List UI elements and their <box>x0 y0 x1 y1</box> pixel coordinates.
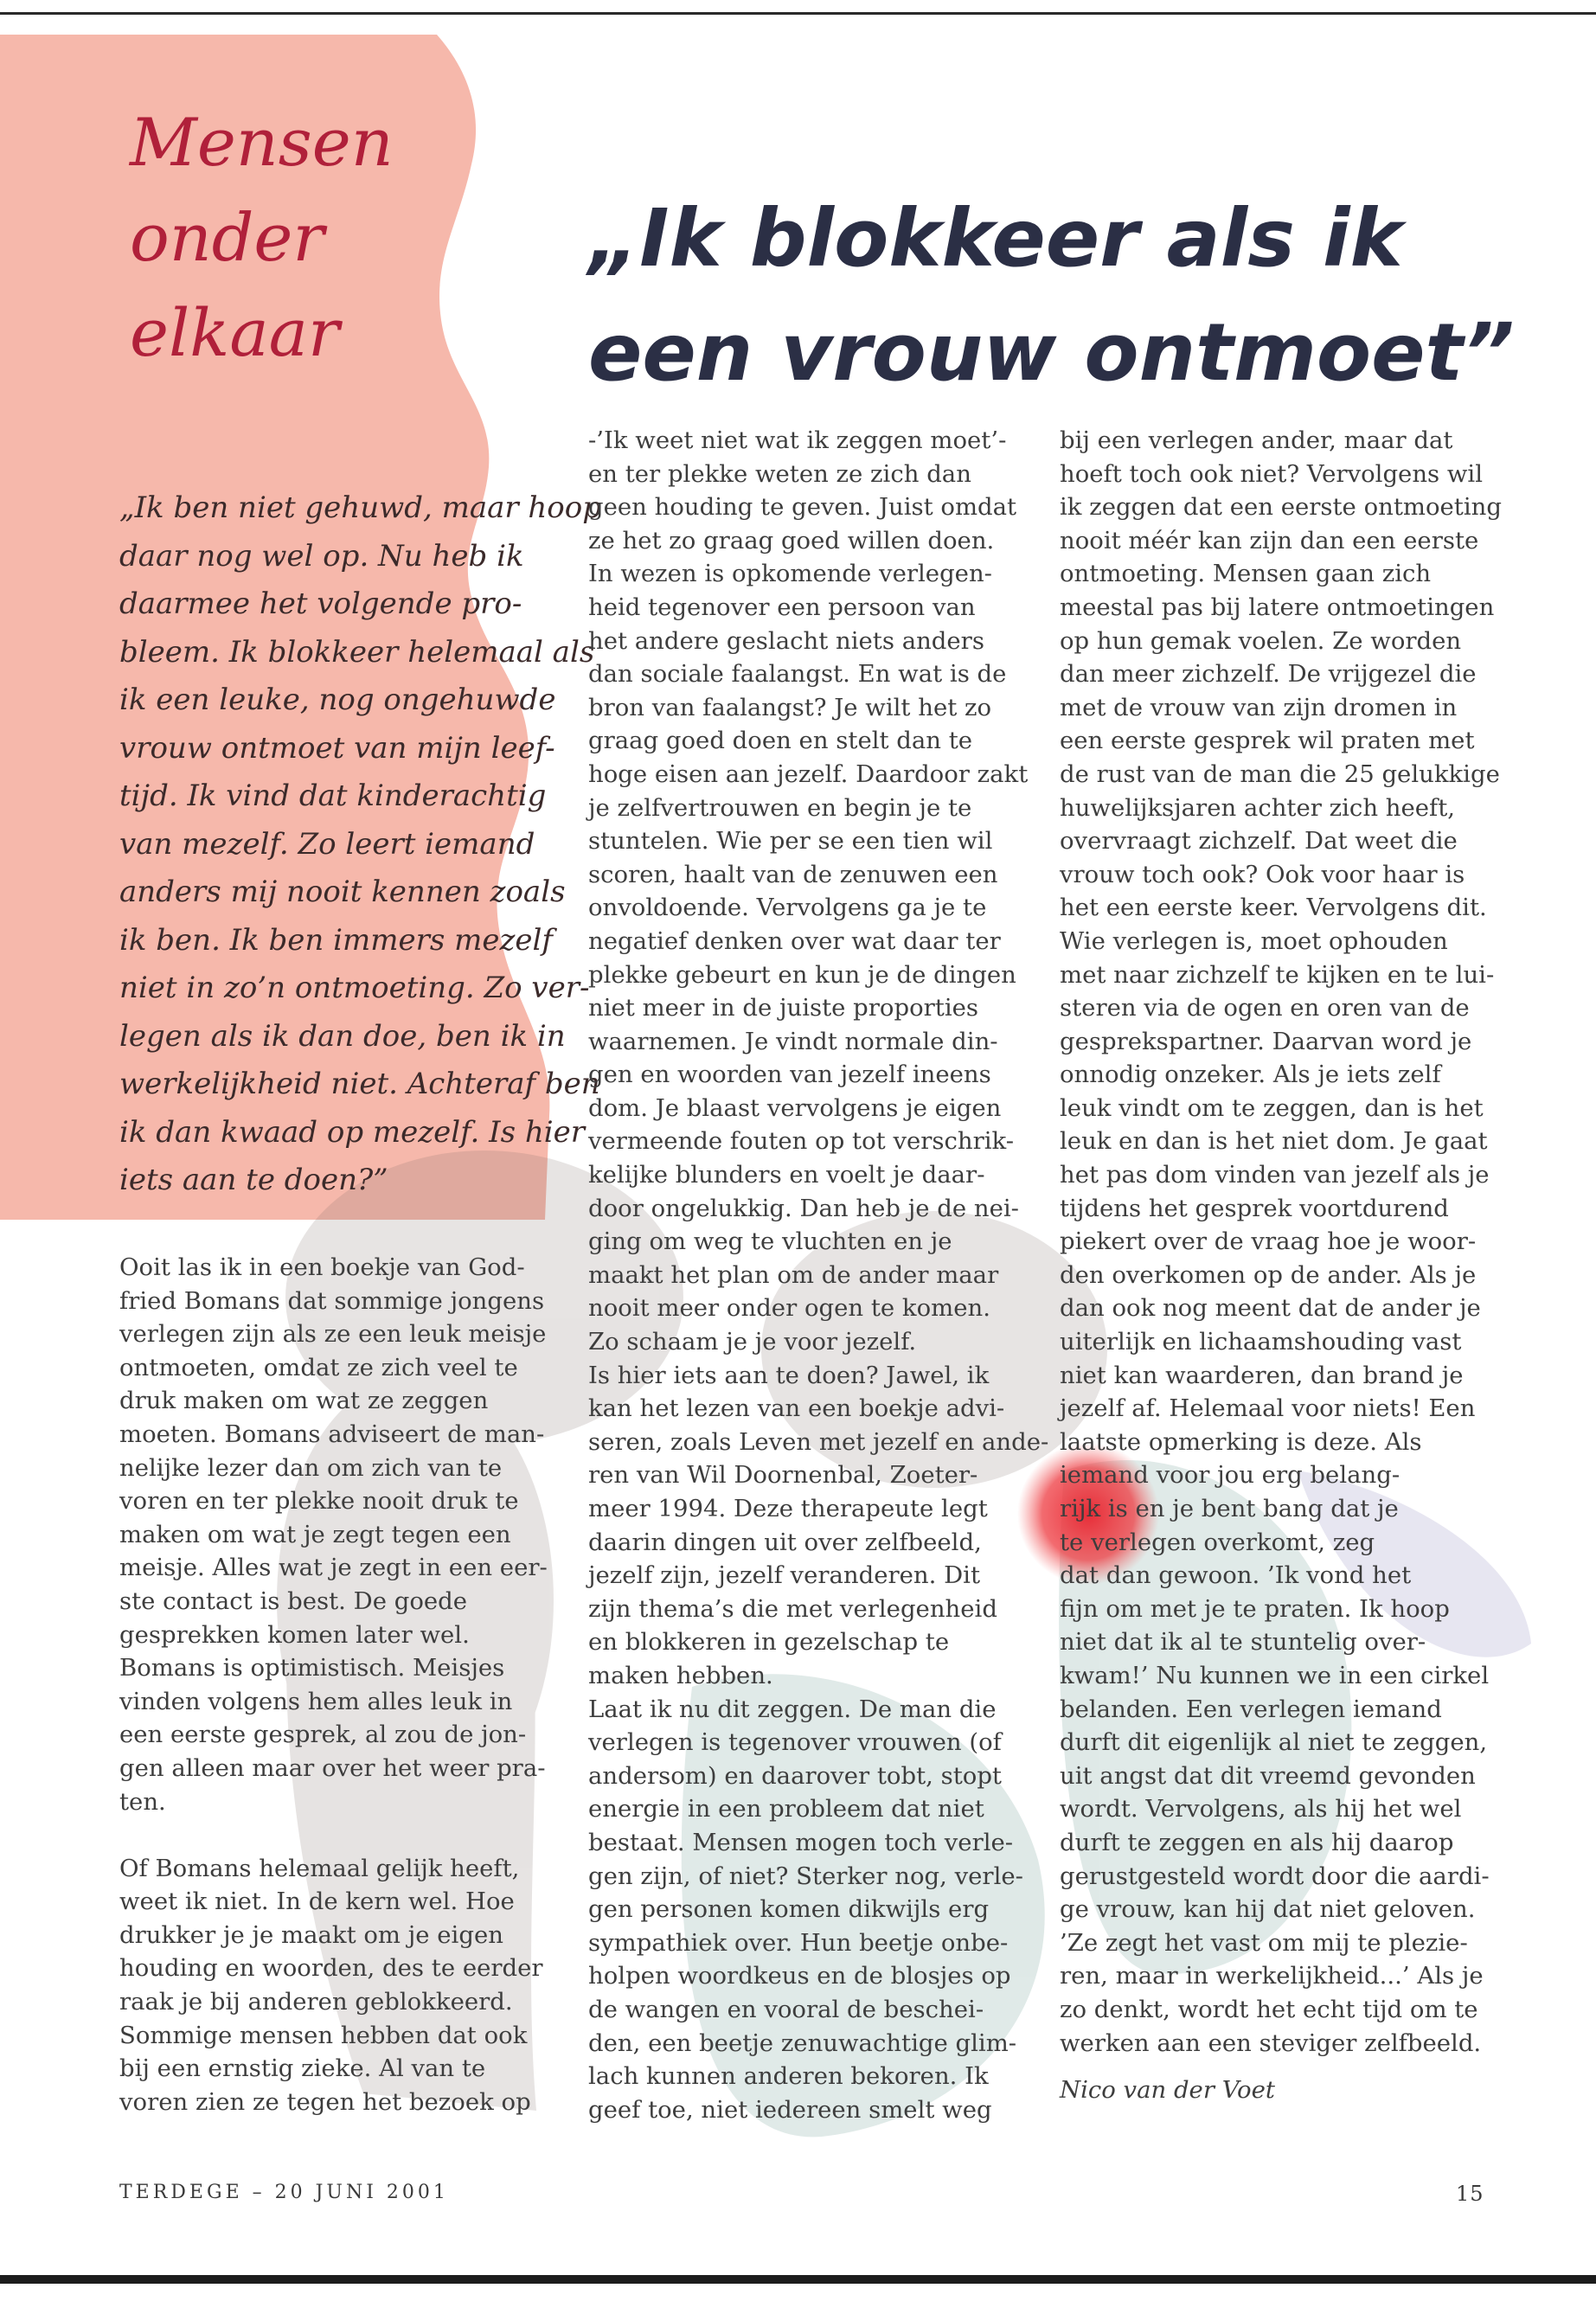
text-line: een eerste gesprek wil praten met <box>1060 727 1475 755</box>
text-line: Sommige mensen hebben dat ook <box>119 2021 528 2049</box>
text-line: piekert over de vraag hoe je woor- <box>1060 1227 1477 1256</box>
text-line: ontmoeting. Mensen gaan zich <box>1060 560 1432 588</box>
text-line: belanden. Een verlegen iemand <box>1060 1695 1442 1723</box>
text-line: ontmoeten, omdat ze zich veel te <box>119 1353 518 1381</box>
text-line: uiterlijk en lichaamshouding vast <box>1060 1328 1462 1356</box>
text-line: door ongelukkig. Dan heb je de nei- <box>588 1194 1019 1222</box>
text-line: iets aan te doen?” <box>119 1163 388 1197</box>
text-line: onnodig onzeker. Als je iets zelf <box>1060 1061 1441 1089</box>
text-line: geen houding te geven. Juist omdat <box>588 493 1017 522</box>
article-column-2 <box>588 424 1049 2126</box>
text-line: vrouw toch ook? Ook voor haar is <box>1060 860 1465 888</box>
text-line: kelijke blunders en voelt je daar- <box>588 1161 985 1189</box>
text-line: bleem. Ik blokkeer helemaal als <box>119 634 595 670</box>
text-line: zo denkt, wordt het echt tijd om te <box>1060 1995 1478 2023</box>
author-signature: Nico van der Voet <box>1060 2076 1275 2105</box>
text-line: de wangen en vooral de beschei- <box>588 1995 984 2023</box>
text-line: daar nog wel op. Nu heb ik <box>119 538 524 574</box>
text-line: weet ik niet. In de kern wel. Hoe <box>119 1888 515 1916</box>
text-line: maken om wat je zegt tegen een <box>119 1520 511 1548</box>
text-line: gerustgesteld wordt door die aardi- <box>1060 1862 1490 1890</box>
headline-line: „Ik blokkeer als ik <box>588 192 1403 285</box>
text-line: stuntelen. Wie per se een tien wil <box>588 827 993 856</box>
text-line: bij een ernstig zieke. Al van te <box>119 2054 486 2083</box>
text-line: graag goed doen en stelt dan te <box>588 727 973 755</box>
column-title-line: onder <box>130 199 324 276</box>
text-line: lach kunnen anderen bekoren. Ik <box>588 2062 989 2091</box>
text-line: den overkomen op de ander. Als je <box>1060 1260 1477 1289</box>
article-paragraph <box>1060 424 1509 2060</box>
text-line: en ter plekke weten ze zich dan <box>588 459 971 488</box>
text-line: bron van faalangst? Je wilt het zo <box>588 693 992 721</box>
text-line: dan sociale faalangst. En wat is de <box>588 660 1007 689</box>
text-line: daarmee het volgende pro- <box>119 586 522 621</box>
text-line: houding en woorden, des te eerder <box>119 1954 543 1983</box>
text-line: niet kan waarderen, dan brand je <box>1060 1361 1464 1389</box>
text-line: scoren, haalt van de zenuwen een <box>588 860 998 888</box>
text-line: overvraagt zichzelf. Dat weet die <box>1060 827 1458 856</box>
text-line: holpen woordkeus en de blosjes op <box>588 1962 1011 1990</box>
text-line: durft dit eigenlijk al niet te zeggen, <box>1060 1728 1488 1757</box>
text-line: negatief denken over wat daar ter <box>588 926 1001 955</box>
text-line: meestal pas bij latere ontmoetingen <box>1060 593 1495 621</box>
column-title-line: elkaar <box>130 294 340 371</box>
text-line: fijn om met je te praten. Ik hoop <box>1060 1594 1450 1623</box>
page-number: 15 <box>1456 2182 1484 2206</box>
text-line: tijdens het gesprek voortdurend <box>1060 1194 1449 1222</box>
text-line: werkelijkheid niet. Achteraf ben <box>119 1067 600 1101</box>
text-line: laatste opmerking is deze. Als <box>1060 1427 1422 1456</box>
text-line: huwelijksjaren achter zich heeft, <box>1060 793 1456 822</box>
text-line: het andere geslacht niets anders <box>588 626 984 655</box>
headline <box>588 182 1540 410</box>
text-line: ging om weg te vluchten en je <box>588 1227 952 1256</box>
text-line: meisje. Alles wat je zegt in een eer- <box>119 1554 548 1582</box>
text-line: nooit méér kan zijn dan een eerste <box>1060 526 1479 554</box>
text-line: drukker je je maakt om je eigen <box>119 1920 503 1949</box>
text-line: nooit meer onder ogen te komen. <box>588 1294 990 1323</box>
text-line: gen alleen maar over het weer pra- <box>119 1753 546 1782</box>
text-line: bij een verlegen ander, maar dat <box>1060 426 1453 454</box>
text-line: ik dan kwaad op mezelf. Is hier <box>119 1114 585 1150</box>
text-line: jezelf zijn, jezelf veranderen. Dit <box>588 1561 981 1590</box>
text-line: het een eerste keer. Vervolgens dit. <box>1060 894 1487 922</box>
text-line: druk maken om wat ze zeggen <box>119 1387 489 1415</box>
text-line: Ooit las ik in een boekje van God- <box>119 1253 525 1281</box>
text-line: van mezelf. Zo leert iemand <box>119 826 535 862</box>
text-line: ’Ze zegt het vast om mij te plezie- <box>1060 1928 1468 1957</box>
text-line: ik ben. Ik ben immers mezelf <box>119 922 553 958</box>
text-line: jezelf af. Helemaal voor niets! Een <box>1060 1394 1476 1423</box>
text-line: ik zeggen dat een eerste ontmoeting <box>1060 493 1502 522</box>
text-line: Zo schaam je je voor jezelf. <box>588 1328 917 1356</box>
text-line: bestaat. Mensen mogen toch verle- <box>588 1828 1014 1856</box>
text-line: werken aan een steviger zelfbeeld. <box>1060 2029 1482 2057</box>
text-line: fried Bomans dat sommige jongens <box>119 1286 545 1315</box>
text-line: Laat ik nu dit zeggen. De man die <box>588 1695 997 1723</box>
text-line: iemand voor jou erg belang- <box>1060 1461 1401 1490</box>
column-title <box>130 95 493 381</box>
text-line: hoeft toch ook niet? Vervolgens wil <box>1060 459 1484 488</box>
article-column-3 <box>1060 424 1509 2107</box>
text-line: Of Bomans helemaal gelijk heeft, <box>119 1854 520 1882</box>
text-line: kan het lezen van een boekje advi- <box>588 1394 1005 1423</box>
text-line: de rust van de man die 25 gelukkige <box>1060 760 1500 788</box>
text-line: daarin dingen uit over zelfbeeld, <box>588 1528 982 1556</box>
text-line: -’Ik weet niet wat ik zeggen moet’- <box>588 426 1007 454</box>
text-line: dom. Je blaast vervolgens je eigen <box>588 1093 1002 1122</box>
column-title-line: Mensen <box>130 104 394 181</box>
text-line: ren van Wil Doornenbal, Zoeter- <box>588 1461 978 1490</box>
headline-line: een vrouw ontmoet” <box>588 306 1515 399</box>
bottom-rule <box>0 2275 1596 2284</box>
text-line: seren, zoals Leven met jezelf en ande- <box>588 1427 1049 1456</box>
text-line: kwam!’ Nu kunnen we in een cirkel <box>1060 1661 1490 1689</box>
text-line: maken hebben. <box>588 1661 773 1689</box>
text-line: ze het zo graag goed willen doen. <box>588 526 995 554</box>
text-line: gen en woorden van jezelf ineens <box>588 1061 991 1089</box>
text-line: dan meer zichzelf. De vrijgezel die <box>1060 660 1477 689</box>
text-line: Bomans is optimistisch. Meisjes <box>119 1654 505 1682</box>
text-line: waarnemen. Je vindt normale din- <box>588 1027 998 1055</box>
text-line: ten. <box>119 1787 166 1816</box>
text-line: dat dan gewoon. ’Ik vond het <box>1060 1561 1412 1590</box>
text-line: onvoldoende. Vervolgens ga je te <box>588 894 987 922</box>
text-line: ge vrouw, kan hij dat niet geloven. <box>1060 1895 1476 1924</box>
text-line: raak je bij anderen geblokkeerd. <box>119 1988 513 2016</box>
text-line: op hun gemak voelen. Ze worden <box>1060 626 1462 655</box>
text-line: wordt. Vervolgens, als hij het wel <box>1060 1795 1462 1823</box>
text-line: vrouw ontmoet van mijn leef- <box>119 730 555 766</box>
text-line: legen als ik dan doe, ben ik in <box>119 1018 566 1054</box>
text-line: ren, maar in werkelijkheid...’ Als je <box>1060 1962 1484 1990</box>
text-line: niet dat ik al te stuntelig over- <box>1060 1628 1426 1657</box>
text-line: verlegen is tegenover vrouwen (of <box>588 1728 1002 1757</box>
text-line: voren en ter plekke nooit druk te <box>119 1487 519 1516</box>
text-line: leuk en dan is het niet dom. Je gaat <box>1060 1127 1488 1156</box>
text-line: niet in zo’n ontmoeting. Zo ver- <box>119 971 590 1005</box>
text-line: het pas dom vinden van jezelf als je <box>1060 1161 1490 1189</box>
text-line: maakt het plan om de ander maar <box>588 1260 999 1289</box>
text-line: ik een leuke, nog ongehuwde <box>119 683 556 717</box>
text-line: verlegen zijn als ze een leuk meisje <box>119 1320 547 1349</box>
text-line: den, een beetje zenuwachtige glim- <box>588 2029 1017 2057</box>
text-line: niet meer in de juiste proporties <box>588 994 979 1022</box>
text-line: anders mij nooit kennen zoals <box>119 875 566 909</box>
text-line: gen personen komen dikwijls erg <box>588 1895 990 1924</box>
text-line: ste contact is best. De goede <box>119 1586 468 1615</box>
text-line: leuk vindt om te zeggen, dan is het <box>1060 1093 1484 1122</box>
text-line: gesprekken komen later wel. <box>119 1620 470 1649</box>
article-column-1 <box>119 1251 548 2118</box>
text-line: nelijke lezer dan om zich van te <box>119 1453 503 1482</box>
text-line: andersom) en daarover tobt, stopt <box>588 1761 1002 1790</box>
text-line: Wie verlegen is, moet ophouden <box>1060 926 1448 955</box>
text-line: en blokkeren in gezelschap te <box>588 1628 950 1657</box>
text-line: durft te zeggen en als hij daarop <box>1060 1828 1454 1856</box>
text-line: zijn thema’s die met verlegenheid <box>588 1594 997 1623</box>
text-line: vinden volgens hem alles leuk in <box>119 1687 513 1715</box>
text-line: voren zien ze tegen het bezoek op <box>119 2087 531 2116</box>
text-line: uit angst dat dit vreemd gevonden <box>1060 1761 1476 1790</box>
footer-publication: TERDEGE – 20 JUNI 2001 <box>119 2182 449 2203</box>
text-line: heid tegenover een persoon van <box>588 593 976 621</box>
text-line: vermeende fouten op tot verschrik- <box>588 1127 1015 1156</box>
text-line: meer 1994. Deze therapeute legt <box>588 1495 988 1522</box>
text-line: tijd. Ik vind dat kinderachtig <box>119 779 547 813</box>
text-line: een eerste gesprek, al zou de jon- <box>119 1721 527 1749</box>
article-paragraph <box>119 1251 548 1818</box>
text-line: plekke gebeurt en kun je de dingen <box>588 960 1016 989</box>
text-line: geef toe, niet iedereen smelt weg <box>588 2095 992 2124</box>
text-line: je zelfvertrouwen en begin je te <box>588 793 972 822</box>
text-line: Is hier iets aan te doen? Jawel, ik <box>588 1361 990 1389</box>
text-line: sympathiek over. Hun beetje onbe- <box>588 1928 1009 1957</box>
text-line: gen zijn, of niet? Sterker nog, verle- <box>588 1862 1023 1890</box>
text-line: steren via de ogen en oren van de <box>1060 994 1470 1022</box>
article-paragraph <box>119 1852 543 2119</box>
text-line: energie in een probleem dat niet <box>588 1795 984 1823</box>
text-line: hoge eisen aan jezelf. Daardoor zakt <box>588 760 1029 788</box>
text-line: rijk is en je bent bang dat je <box>1060 1495 1399 1522</box>
text-line: In wezen is opkomende verlegen- <box>588 560 992 588</box>
text-line: dan ook nog meent dat de ander je <box>1060 1294 1481 1323</box>
text-line: moeten. Bomans adviseert de man- <box>119 1420 545 1448</box>
text-line: „Ik ben niet gehuwd, maar hoop <box>119 490 602 525</box>
reader-question <box>119 484 602 1205</box>
text-line: te verlegen overkomt, zeg <box>1060 1528 1375 1556</box>
text-line: met naar zichzelf te kijken en te lui- <box>1060 960 1495 989</box>
text-line: gesprekspartner. Daarvan word je <box>1060 1027 1472 1055</box>
text-line: met de vrouw van zijn dromen in <box>1060 693 1458 721</box>
